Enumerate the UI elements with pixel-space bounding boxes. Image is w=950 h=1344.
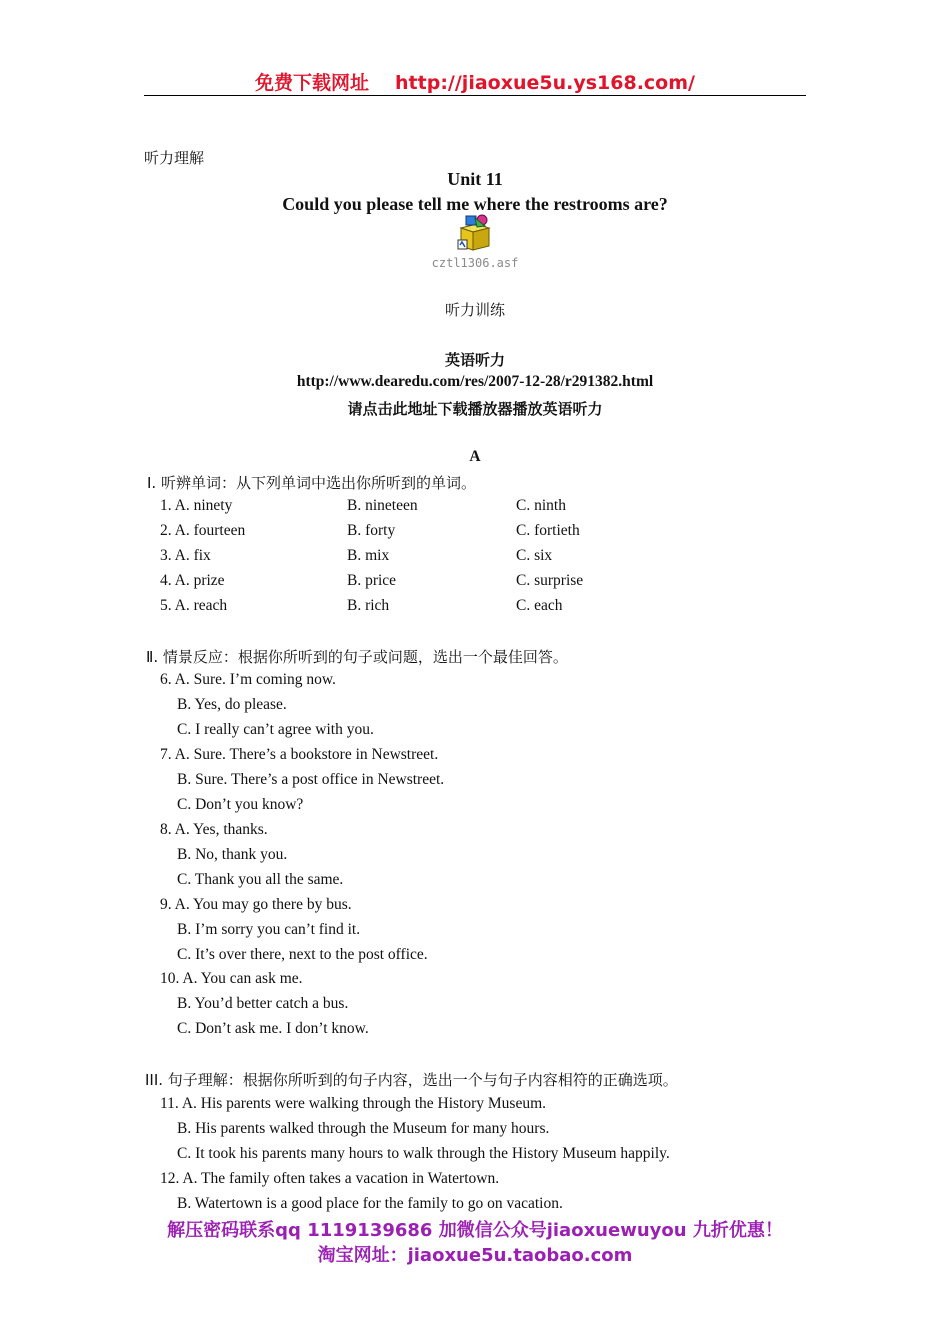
option-c: C. ninth <box>516 497 566 514</box>
attachment-filename: cztl1306.asf <box>431 256 519 270</box>
option-line: B. His parents walked through the Museum for many hours. <box>177 1120 550 1137</box>
header-url-link[interactable]: http://jiaoxue5u.ys168.com/ <box>395 72 695 94</box>
option-b: B. nineteen <box>347 497 418 514</box>
option-line: C. I really can’t agree with you. <box>177 721 374 738</box>
section-2-title: Ⅱ. 情景反应：根据你所听到的句子或问题，选出一个最佳回答。 <box>146 648 568 666</box>
option-a: 1. A. ninety <box>160 497 233 514</box>
option-a: 3. A. fix <box>160 547 211 564</box>
site-header <box>0 68 950 95</box>
option-b: B. mix <box>347 547 390 564</box>
option-a: 2. A. fourteen <box>160 522 246 539</box>
option-line: C. It’s over there, next to the post office. <box>177 946 428 963</box>
option-line: C. Don’t ask me. I don’t know. <box>177 1020 369 1037</box>
footer-contact: 解压密码联系qq 1119139686 加微信公众号jiaoxuewuyou 九折优惠！ <box>167 1220 783 1241</box>
question-line: 7. A. Sure. There’s a bookstore in Newstreet. <box>160 746 439 763</box>
question-line: 9. A. You may go there by bus. <box>160 896 352 913</box>
option-line: B. No, thank you. <box>177 846 288 863</box>
part-a-heading: A <box>469 448 481 465</box>
listening-heading: 英语听力 <box>444 351 505 369</box>
question-line: 8. A. Yes, thanks. <box>160 821 268 838</box>
section-3-title: III. 句子理解：根据你所听到的句子内容，选出一个与句子内容相符的正确选项。 <box>145 1071 678 1089</box>
question-line: 11. A. His parents were walking through the History Museum. <box>160 1095 547 1112</box>
option-c: C. each <box>516 597 563 614</box>
option-c: C. fortieth <box>516 522 580 539</box>
option-c: C. surprise <box>516 572 584 589</box>
section-label: 听力理解 <box>144 149 205 167</box>
header-label: 免费下载网址 <box>255 72 370 94</box>
option-line: B. Watertown is a good place for the family to go on vacation. <box>177 1195 563 1212</box>
unit-heading: Unit 11 <box>447 169 503 189</box>
listening-note: 请点击此地址下载播放器播放英语听力 <box>347 400 603 418</box>
option-line: B. Sure. There’s a post office in Newstreet. <box>177 771 445 788</box>
option-a: 4. A. prize <box>160 572 225 589</box>
option-line: B. You’d better catch a bus. <box>177 995 349 1012</box>
option-line: B. Yes, do please. <box>177 696 287 713</box>
option-b: B. rich <box>347 597 390 614</box>
attachment-object[interactable] <box>0 214 950 259</box>
option-c: C. six <box>516 547 553 564</box>
footer-shop-link[interactable]: 淘宝网址：jiaoxue5u.taobao.com <box>317 1245 633 1266</box>
header-divider <box>144 95 806 96</box>
option-line: B. I’m sorry you can’t find it. <box>177 921 361 938</box>
question-line: 6. A. Sure. I’m coming now. <box>160 671 336 688</box>
option-a: 5. A. reach <box>160 597 228 614</box>
question-line: 10. A. You can ask me. <box>160 970 303 987</box>
option-line: C. Don’t you know? <box>177 796 304 813</box>
option-line: C. It took his parents many hours to walk through the History Museum happily. <box>177 1145 670 1162</box>
question-line: 12. A. The family often takes a vacation in Watertown. <box>160 1170 500 1187</box>
package-file-icon[interactable] <box>455 214 495 254</box>
training-label: 听力训练 <box>444 301 505 319</box>
section-1-title: Ⅰ. 听辨单词：从下列单词中选出你所听到的单词。 <box>147 474 476 492</box>
page-title: Could you please tell me where the restrooms are? <box>282 194 668 214</box>
listening-url-link[interactable]: http://www.dearedu.com/res/2007-12-28/r291382.html <box>296 373 654 390</box>
option-b: B. price <box>347 572 397 589</box>
option-line: C. Thank you all the same. <box>177 871 344 888</box>
option-b: B. forty <box>347 522 396 539</box>
